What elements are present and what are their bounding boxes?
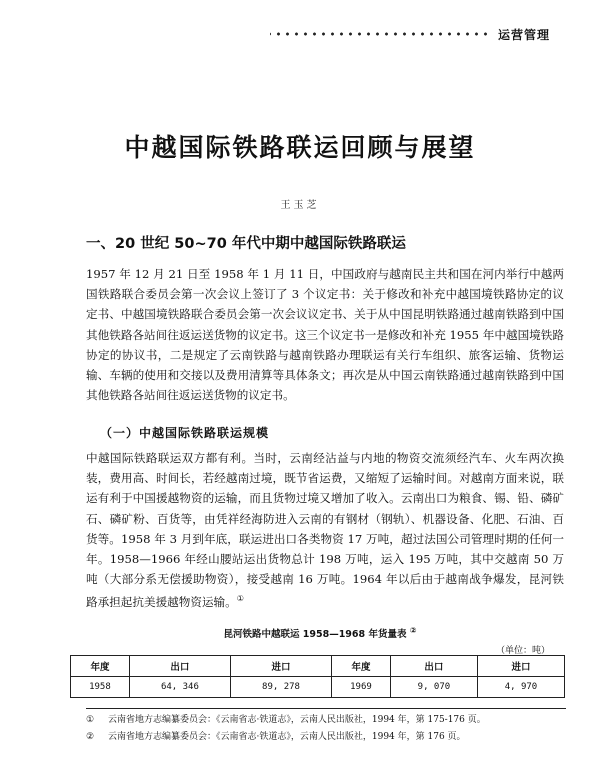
table-header-row bbox=[71, 656, 565, 677]
col-header-import-1: 进口 bbox=[230, 656, 331, 677]
header-section-label: 运营管理 bbox=[497, 27, 550, 42]
table-cell: 89, 278 bbox=[230, 677, 331, 698]
article-author: 王玉芝 bbox=[280, 200, 320, 211]
subsection-1-paragraph bbox=[86, 448, 564, 612]
footnote-1 bbox=[86, 712, 566, 729]
page-header bbox=[270, 24, 550, 44]
section-heading-1: 一、20 世纪 50~70 年代中期中越国际铁路联运 bbox=[86, 236, 406, 252]
col-header-export-2: 出口 bbox=[390, 656, 477, 677]
footnote-ref-2[interactable]: ② bbox=[409, 626, 417, 635]
table-cell: 4, 970 bbox=[477, 677, 564, 698]
table-cell: 1958 bbox=[71, 677, 130, 698]
footnote-text: 云南省地方志编纂委员会：《云南省志·铁道志》，云南人民出版社，1994 年，第 176 页。 bbox=[108, 732, 466, 742]
table-cell: 1969 bbox=[332, 677, 391, 698]
col-header-import-2: 进口 bbox=[477, 656, 564, 677]
article-title: 中越国际铁路联运回顾与展望 bbox=[124, 133, 476, 162]
col-header-year-2: 年度 bbox=[332, 656, 391, 677]
section-1-paragraph: 1957 年 12 月 21 日至 1958 年 1 月 11 日，中国政府与越南民主共和国在河内举行中越两国铁路联合委员会第一次会议上签订了 3 个议定书：关于修改和补充中越国境铁路协定的议定书、中越国境铁路联合委员会第一次会议议定书、关于从中国昆明铁路通过越南铁路到中国其他铁路各站间往返运送货物的议定书。这三个议定书一是修改和补充 1955 年中越国境铁路协定的协议书，二是规定了云南铁路与越南铁路办理联运有关行车组织、旅客运输、货物运输、车辆的使用和交接以及费用清算等具体条文；再次是从中国云南铁路通过越南铁路到中国其他铁路各站间往返运送货物的议定书。 bbox=[86, 267, 564, 403]
subsection-1-text: 中越国际铁路联运双方都有利。当时，云南经沾益与内地的物资交流须经汽车、火车两次换装，费用高、时间长，若经越南过境，既节省运费，又缩短了运输时间。对越南方面来说，联运有利于中国援越物资的运输，而且货物过境又增加了收入。云南出口为粮食、锡、铅、磷矿石、磷矿粉、百货等，由凭祥经海防进入云南的有钢材（钢轨）、机器设备、化肥、石油、百货等。1958 年 3 月到年底，联运进出口各类物资 17 万吨，超过法国公司管理时期的任何一年。1958—1966 年经山腰站运出货物总计 198 万吨，运入 195 万吨，其中交越南 50 万吨（大部分系无偿援助物资），接受越南 16 万吨。1964 年以后由于越南战争爆发，昆河铁路承担起抗美援越物资运输。 bbox=[86, 451, 564, 610]
header-dot-rule bbox=[270, 32, 490, 36]
footnote-mark: ② bbox=[86, 732, 95, 742]
table-row bbox=[71, 677, 565, 698]
subsection-heading-1: （一）中越国际铁路联运规模 bbox=[100, 426, 270, 440]
footnote-text: 云南省地方志编纂委员会：《云南省志·铁道志》，云南人民出版社，1994 年，第 175-176 页。 bbox=[108, 715, 486, 725]
table-cell: 64, 346 bbox=[129, 677, 230, 698]
col-header-export-1: 出口 bbox=[129, 656, 230, 677]
table-caption bbox=[0, 626, 600, 640]
col-header-year-1: 年度 bbox=[71, 656, 130, 677]
freight-volume-table bbox=[70, 655, 565, 698]
footnotes bbox=[86, 708, 566, 746]
table-unit: （单位：吨） bbox=[495, 646, 550, 656]
table-cell: 9, 070 bbox=[390, 677, 477, 698]
footnote-mark: ① bbox=[86, 715, 95, 725]
footnote-2 bbox=[86, 729, 566, 746]
footnote-ref-1[interactable]: ① bbox=[236, 594, 244, 604]
table-caption-text: 昆河铁路中越联运 1958—1968 年货量表 bbox=[223, 629, 407, 641]
